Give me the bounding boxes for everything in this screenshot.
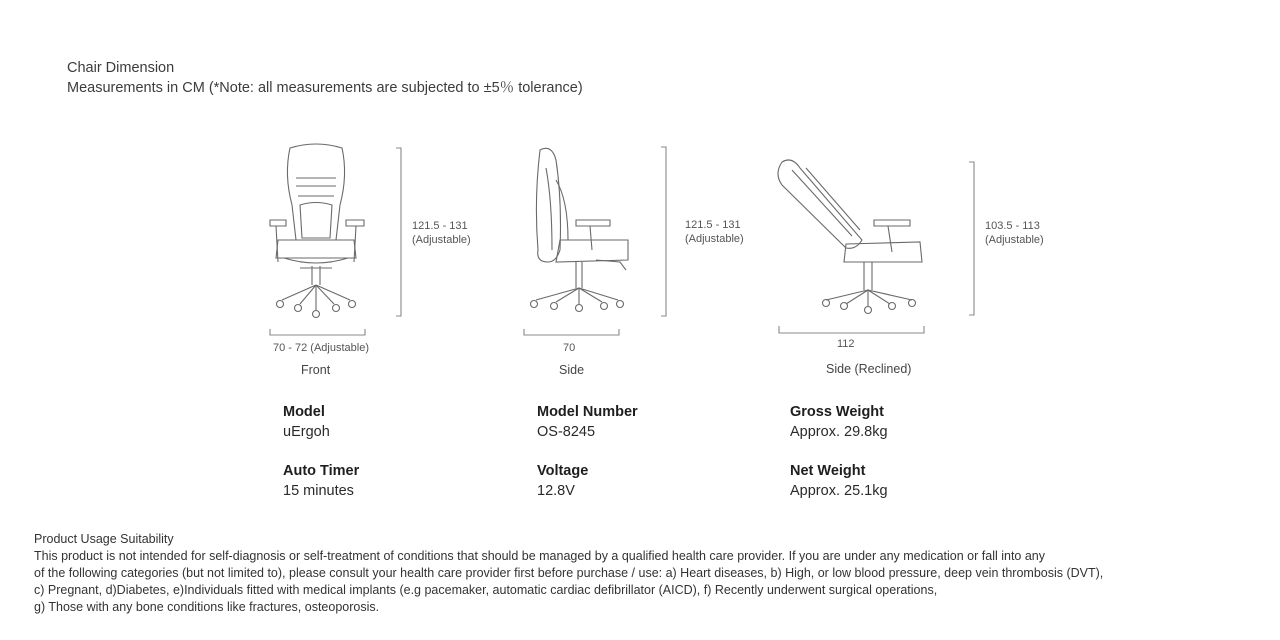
dimension-subtitle: Measurements in CM (*Note: all measurements are subjected to ±5％ tolerance) xyxy=(67,80,583,96)
spec-model xyxy=(283,402,330,442)
spec-model-value: uErgoh xyxy=(283,424,330,440)
usage-line: of the following categories (but not limited to), please consult your health care provider first before purchase / use: a) Heart diseases, b) High, or low blood pressure, deep vein thrombosis (DVT), xyxy=(34,566,1104,580)
spec-voltage-value: 12.8V xyxy=(537,483,575,499)
spec-net-weight xyxy=(790,461,888,501)
side-height-label: 121.5 - 131 (Adjustable) xyxy=(685,219,744,245)
side-width-label: 70 xyxy=(563,342,576,354)
spec-gross-weight xyxy=(790,402,888,442)
chair-side-illustration xyxy=(531,148,629,311)
spec-voltage xyxy=(537,461,588,501)
spec-auto-timer-label: Auto Timer xyxy=(283,463,360,479)
spec-model-number-label: Model Number xyxy=(537,404,638,420)
usage-title: Product Usage Suitability xyxy=(34,532,174,546)
spec-model-number-value: OS-8245 xyxy=(537,424,596,440)
spec-auto-timer xyxy=(283,461,359,501)
spec-gross-weight-label: Gross Weight xyxy=(790,404,884,420)
usage-line: This product is not intended for self-diagnosis or self-treatment of conditions that should be managed by a qualified health care provider. If you are under any medication or fall into any xyxy=(34,549,1046,563)
dimension-heading xyxy=(67,58,583,98)
spec-model-label: Model xyxy=(283,404,325,420)
dimension-title: Chair Dimension xyxy=(67,60,175,76)
side-view-label: Side xyxy=(559,363,585,377)
front-view-label: Front xyxy=(301,363,331,377)
spec-gross-weight-value: Approx. 29.8kg xyxy=(790,424,888,440)
front-height-label: 121.5 - 131 (Adjustable) xyxy=(412,220,471,246)
reclined-height-label: 103.5 - 113 (Adjustable) xyxy=(985,220,1044,246)
front-width-label: 70 - 72 (Adjustable) xyxy=(273,342,369,354)
spec-auto-timer-value: 15 minutes xyxy=(283,483,354,499)
chair-front-illustration xyxy=(270,144,364,318)
spec-net-weight-label: Net Weight xyxy=(790,463,866,479)
chair-reclined-illustration xyxy=(778,160,922,314)
reclined-view-label: Side (Reclined) xyxy=(826,362,912,376)
usage-line: g) Those with any bone conditions like fractures, osteoporosis. xyxy=(34,600,380,614)
usage-suitability xyxy=(34,531,1254,616)
spec-model-number xyxy=(537,402,638,442)
usage-line: c) Pregnant, d)Diabetes, e)Individuals fitted with medical implants (e.g pacemaker, automatic cardiac defibrillator (AICD), f) Recently underwent surgical operations, xyxy=(34,583,938,597)
reclined-width-label: 112 xyxy=(837,338,855,350)
spec-net-weight-value: Approx. 25.1kg xyxy=(790,483,888,499)
spec-voltage-label: Voltage xyxy=(537,463,589,479)
